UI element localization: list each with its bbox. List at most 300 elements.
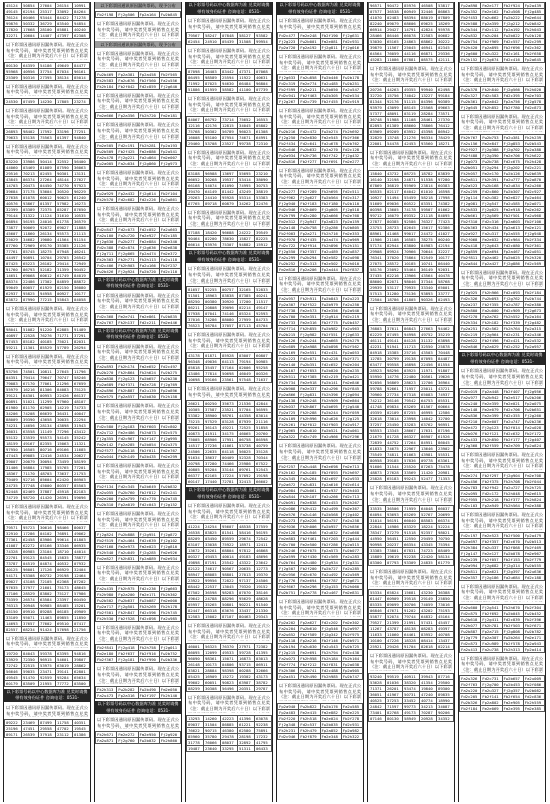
ticket-code-cell: Fa2u260 <box>523 182 544 188</box>
notice-paragraph: 以下彩票因通讯原因漏传票码。现在正式公布中奖号码，请中奖者凭票到销售点兑奖（注：截止日期为开奖后六十日）以下彩票 <box>188 694 270 711</box>
ticket-code-cell: Fa2u896 <box>96 388 117 394</box>
ticket-code-cell: Fk2h725 <box>523 484 544 490</box>
ticket-code-cell: Fb2f183 <box>299 200 320 206</box>
ticket-code-cell: 40873 <box>187 431 204 437</box>
ticket-code-cell: 56496 <box>221 685 238 691</box>
ticket-code-cell: 27075 <box>369 260 386 266</box>
ticket-code-cell: Fw2b274 <box>320 128 341 134</box>
ticket-code-cell: Fj2g212 <box>502 21 523 27</box>
ticket-code-cell: Fp2a118 <box>278 637 299 643</box>
ticket-code-cell: 31508 <box>238 39 255 45</box>
ticket-code-cell: 56451 <box>386 536 403 542</box>
ticket-code-cell: Fj2g388 <box>481 146 502 152</box>
notice-paragraph: 以下彩票因通讯原因漏传票码。现在正式公布中奖号码，请中奖者凭票到销售点兑奖（注：截止日期为开奖后六十日）以下彩票 <box>97 564 179 581</box>
ticket-code-cell: 12815 <box>221 122 238 128</box>
ticket-code-cell: Fj2g964 <box>481 332 502 338</box>
ticket-code-table <box>459 86 545 111</box>
ticket-code-cell: Fk2h391 <box>481 176 502 182</box>
ticket-code-cell: 47671 <box>386 607 403 613</box>
ticket-code-cell: 97529 <box>204 419 221 425</box>
ticket-code-cell: 51538 <box>420 176 437 182</box>
ticket-code-cell: Fa2u499 <box>320 506 341 512</box>
ticket-code-cell: 24842 <box>369 703 386 709</box>
ticket-code-cell: 03925 <box>403 368 420 374</box>
ticket-code-cell: Fm2e861 <box>138 313 159 319</box>
ticket-code-cell: 01078 <box>22 194 39 200</box>
ticket-code-cell: Fk2h831 <box>117 555 138 561</box>
ticket-code-cell: 88374 <box>5 278 22 284</box>
ticket-code-cell: Fd2c071 <box>299 356 320 362</box>
ticket-code-cell: Fj2g407 <box>523 437 544 443</box>
ticket-code-table <box>4 326 90 351</box>
ticket-code-cell: 55950 <box>369 374 386 380</box>
ticket-code-cell: Fb2f975 <box>341 631 362 637</box>
ticket-code-cell: 95825 <box>22 290 39 296</box>
ticket-code-cell: 97960 <box>56 398 73 404</box>
ticket-code-cell: Fm2e505 <box>96 143 117 149</box>
ticket-code-cell: 27663 <box>420 326 437 332</box>
ticket-code-cell: Fp2a322 <box>278 434 299 440</box>
ticket-code-cell: 92716 <box>22 476 39 482</box>
ticket-code-cell: Fw2b720 <box>138 268 159 274</box>
ticket-code-cell: 43178 <box>187 352 204 358</box>
ticket-code-cell: Fd2c722 <box>278 242 299 248</box>
ticket-code-cell: 31014 <box>369 518 386 524</box>
ticket-code-cell: 51021 <box>22 398 39 404</box>
ticket-code-cell: 72781 <box>221 479 238 485</box>
ticket-code-cell: Fk2h320 <box>523 254 544 260</box>
ticket-code-cell: 84951 <box>420 440 437 446</box>
ticket-code-cell: 56869 <box>386 380 403 386</box>
ticket-code-cell: 74617 <box>204 565 221 571</box>
ticket-code-cell: Fd2c557 <box>502 39 523 45</box>
ticket-code-cell: Fk2h708 <box>502 478 523 484</box>
ticket-code-cell: Fb2f361 <box>523 242 544 248</box>
ticket-code-cell: Fb2f042 <box>117 83 138 89</box>
ticket-code-cell: 64113 <box>221 358 238 364</box>
ticket-code-cell: 80357 <box>56 482 73 488</box>
ticket-code-cell: 14230 <box>39 98 56 104</box>
ticket-code-cell: 12116 <box>187 122 204 128</box>
ticket-code-cell: Fa2u832 <box>460 33 481 39</box>
ticket-code-cell: Fp2a984 <box>278 488 299 494</box>
ticket-code-cell: Fa2u757 <box>320 518 341 524</box>
ticket-code-cell: 75125 <box>73 386 90 392</box>
ticket-code-grid <box>459 388 545 449</box>
ticket-code-table <box>4 719 90 738</box>
ticket-code-cell: 09761 <box>238 467 255 473</box>
ticket-code-cell: Fp2a645 <box>523 57 544 63</box>
ticket-code-cell: Fw2b764 <box>278 560 299 566</box>
ticket-code-cell: 34262 <box>238 200 255 206</box>
ticket-code-cell: Fm2e126 <box>278 338 299 344</box>
ticket-code-cell: Fa2u957 <box>278 296 299 302</box>
ticket-code-cell: 09778 <box>420 458 437 464</box>
ticket-code-cell: 93308 <box>22 572 39 578</box>
ticket-code-cell: Fa2u283 <box>341 554 362 560</box>
ticket-code-cell: Fa2u668 <box>341 530 362 536</box>
ticket-code-cell: 46941 <box>420 45 437 51</box>
ticket-code-cell: 37020 <box>386 254 403 260</box>
ticket-code-cell: 59507 <box>420 206 437 212</box>
ticket-code-cell: Fd2c453 <box>320 500 341 506</box>
ticket-code-cell: 46995 <box>420 410 437 416</box>
ticket-code-cell: Fd2c770 <box>138 495 159 501</box>
notice-paragraph: 以下彩票因通讯原因漏传票码。现在正式公布中奖号码，请中奖者凭票到销售点兑奖（注：截止日期为开奖后六十日）以下彩票 <box>370 485 452 502</box>
ticket-code-cell: Fj2g904 <box>502 472 523 478</box>
ticket-code-cell: 66168 <box>187 182 204 188</box>
ticket-code-cell: Fb2f599 <box>278 86 299 92</box>
ticket-code-cell: 06758 <box>238 437 255 443</box>
ticket-code-cell: 35385 <box>56 242 73 248</box>
ticket-code-cell: 92586 <box>403 218 420 224</box>
notice-paragraph: 以下彩票因通讯原因漏传票码。现在正式公布中奖号码，请中奖者凭票到销售点兑奖（注：截止日期为开奖后六十日）以下彩票 <box>188 48 270 65</box>
ticket-code-cell: 64564 <box>369 51 386 57</box>
ticket-code-cell: Fj2g331 <box>341 560 362 566</box>
ticket-code-cell: 36080 <box>73 284 90 290</box>
ticket-code-cell: Fm2e691 <box>299 649 320 655</box>
ticket-code-cell: Fm2e573 <box>299 308 320 314</box>
ticket-code-cell: 18224 <box>420 524 437 530</box>
ticket-code-cell: 30094 <box>39 458 56 464</box>
ticket-code-cell: 75478 <box>437 464 454 470</box>
ticket-code-cell: Fk2h313 <box>96 687 117 693</box>
ticket-code-cell: Fj2g123 <box>481 425 502 431</box>
ticket-code-cell: 86440 <box>437 260 454 266</box>
ticket-code-cell: 79409 <box>5 476 22 482</box>
ticket-code-cell: Fp2a666 <box>320 212 341 218</box>
ticket-code-cell: Fw2b842 <box>523 21 544 27</box>
ticket-code-cell: 79935 <box>403 284 420 290</box>
ticket-code-cell: 21679 <box>369 434 386 440</box>
ticket-code-cell: Fk2h716 <box>320 230 341 236</box>
ticket-code-cell: 25029 <box>5 236 22 242</box>
ticket-code-cell: 25196 <box>5 726 22 732</box>
ticket-code-table <box>277 32 363 51</box>
ticket-code-cell: Fp2a381 <box>117 71 138 77</box>
ticket-code-cell: 87385 <box>238 293 255 299</box>
ticket-code-cell: 43412 <box>73 428 90 434</box>
ticket-code-cell: Fa2u456 <box>460 478 481 484</box>
ticket-code-cell: 73877 <box>5 224 22 230</box>
notice-paragraph: 以下彩票因通讯原因漏传票码。现在正式公布中奖号码，请中奖者凭票到销售点兑奖（注：截止日期为开奖后六十日）以下彩票 <box>97 292 179 309</box>
ticket-code-cell: 00327 <box>187 553 204 559</box>
ticket-code-cell: 74995 <box>238 182 255 188</box>
ticket-code-cell: Fw2b452 <box>523 610 544 616</box>
ticket-code-cell: Fd2c241 <box>159 489 180 495</box>
ticket-code-cell: 70644 <box>420 248 437 254</box>
ticket-code-cell: 97812 <box>238 547 255 553</box>
ticket-code-cell: 37279 <box>386 530 403 536</box>
ticket-code-cell: 86045 <box>437 440 454 446</box>
ticket-code-cell: Fk2h428 <box>523 158 544 164</box>
notice-paragraph: 以下彩票因通讯原因漏传票码。现在正式公布中奖号码，请中奖者凭票到销售点兑奖（注：截止日期为开奖后六十日）以下彩票 <box>370 66 452 83</box>
ticket-code-cell: 50316 <box>22 74 39 80</box>
ticket-code-cell: 03469 <box>22 164 39 170</box>
ticket-code-cell: 49173 <box>403 709 420 715</box>
ticket-code-cell: 84067 <box>187 116 204 122</box>
ticket-code-cell: Fd2c219 <box>320 374 341 380</box>
ticket-code-cell: 58768 <box>437 278 454 284</box>
ticket-code-cell: 38320 <box>403 679 420 685</box>
ticket-code-cell: 21536 <box>238 401 255 407</box>
ticket-code-cell: Fp2a444 <box>320 266 341 272</box>
ticket-code-cell: 64094 <box>369 512 386 518</box>
ticket-code-cell: Fk2h980 <box>96 591 117 597</box>
ticket-code-cell: 64048 <box>420 506 437 512</box>
ticket-code-cell: Fm2e388 <box>523 502 544 508</box>
ticket-code-cell: Fw2b252 <box>278 260 299 266</box>
ticket-code-cell: Fm2e356 <box>320 308 341 314</box>
ticket-code-cell: Fw2b908 <box>278 386 299 392</box>
ticket-code-cell: 30222 <box>437 39 454 45</box>
ticket-code-grid <box>277 74 363 105</box>
ticket-code-cell: 63762 <box>420 422 437 428</box>
ticket-code-cell: Fb2f203 <box>320 536 341 542</box>
ticket-code-grid <box>4 98 90 105</box>
ticket-code-cell: Fj2g630 <box>96 238 117 244</box>
ticket-code-cell: Fp2a672 <box>278 482 299 488</box>
ticket-code-cell: Fj2g005 <box>320 206 341 212</box>
ticket-code-cell: Fm2e666 <box>96 113 117 119</box>
ticket-code-cell: 10100 <box>369 637 386 643</box>
ticket-code-cell: 26294 <box>73 344 90 350</box>
dark-notice-banner: 以下彩票号码以中心数据库为准 兑奖时请携带有效身份证件 咨询电话：0531- <box>4 689 90 702</box>
ticket-code-cell: 42453 <box>403 140 420 146</box>
ticket-code-cell: 81442 <box>221 188 238 194</box>
ticket-code-cell: 62937 <box>5 290 22 296</box>
column-6 <box>458 2 546 802</box>
ticket-code-cell: 53383 <box>255 194 272 200</box>
ticket-code-cell: 01728 <box>386 434 403 440</box>
notice-paragraph: 以下彩票因通讯原因漏传票码。现在正式公布中奖号码，请中奖者凭票到销售点兑奖（注：截止日期为开奖后六十日）以下彩票 <box>97 666 179 683</box>
ticket-code-cell: 27370 <box>437 116 454 122</box>
ticket-code-cell: 85745 <box>22 248 39 254</box>
ticket-code-cell: Fb2f121 <box>481 431 502 437</box>
ticket-code-cell: Fm2e706 <box>502 152 523 158</box>
ticket-code-grid <box>368 325 454 482</box>
ticket-code-cell: Fm2e395 <box>502 706 523 712</box>
ticket-code-cell: Fb2f310 <box>460 218 481 224</box>
ticket-code-cell: Fm2e359 <box>481 401 502 407</box>
ticket-code-cell: Fj2g125 <box>341 416 362 422</box>
ticket-code-cell: 24472 <box>420 230 437 236</box>
ticket-code-cell: 75307 <box>221 242 238 248</box>
ticket-code-cell: 99261 <box>187 425 204 431</box>
ticket-code-cell: Fk2h847 <box>117 609 138 615</box>
ticket-code-cell: Fm2e703 <box>523 92 544 98</box>
ticket-code-cell: 32892 <box>238 739 255 745</box>
ticket-code-cell: Fj2g355 <box>96 436 117 442</box>
ticket-code-cell: 18710 <box>56 548 73 554</box>
ticket-code-cell: Fm2e534 <box>341 92 362 98</box>
ticket-code-cell: 41100 <box>238 86 255 92</box>
ticket-code-cell: Fa2u346 <box>523 332 544 338</box>
ticket-code-cell: 74937 <box>437 392 454 398</box>
ticket-code-cell: 63477 <box>369 362 386 368</box>
ticket-code-cell: 55314 <box>238 194 255 200</box>
ticket-code-cell: Fp2a665 <box>320 338 341 344</box>
ticket-code-cell: 75193 <box>437 607 454 613</box>
ticket-code-cell: Fw2b378 <box>460 86 481 92</box>
ticket-code-cell: 39549 <box>255 230 272 236</box>
ticket-code-cell: 24410 <box>204 194 221 200</box>
ticket-code-cell: 15071 <box>221 655 238 661</box>
ticket-code-cell: Fd2c652 <box>320 362 341 368</box>
ticket-code-cell: 61090 <box>221 182 238 188</box>
ticket-code-cell: 44060 <box>5 164 22 170</box>
ticket-code-table <box>4 524 90 633</box>
ticket-code-cell: 29263 <box>187 194 204 200</box>
ticket-code-cell: 49167 <box>22 440 39 446</box>
ticket-code-cell: 59378 <box>39 650 56 656</box>
ticket-code-cell: 06185 <box>56 608 73 614</box>
ticket-code-cell: Fa2u700 <box>278 314 299 320</box>
ticket-code-table <box>186 400 272 485</box>
ticket-code-cell: 66602 <box>255 479 272 485</box>
ticket-code-cell: Fm2e846 <box>460 344 481 350</box>
ticket-code-table <box>95 531 181 562</box>
ticket-code-cell: 10811 <box>39 368 56 374</box>
ticket-code-cell: Fw2b762 <box>341 140 362 146</box>
ticket-code-cell: 44263 <box>386 86 403 92</box>
ticket-code-cell: 90069 <box>22 224 39 230</box>
ticket-code-cell: Fm2e768 <box>341 212 362 218</box>
ticket-code-cell: 92448 <box>5 488 22 494</box>
ticket-code-cell: 07848 <box>221 33 238 39</box>
ticket-code-cell: 28461 <box>420 116 437 122</box>
ticket-code-cell: Fj2g924 <box>117 268 138 274</box>
ticket-code-cell: 00130 <box>5 62 22 68</box>
ticket-code-cell: Fb2f503 <box>502 622 523 628</box>
ticket-code-cell: Fj2g776 <box>278 578 299 584</box>
ticket-code-cell: 12706 <box>420 380 437 386</box>
ticket-code-cell: Fa2u963 <box>341 326 362 332</box>
ticket-code-cell: 21116 <box>255 419 272 425</box>
ticket-code-cell: 82031 <box>73 338 90 344</box>
ticket-code-cell: 72525 <box>238 425 255 431</box>
ticket-code-cell: 81170 <box>22 404 39 410</box>
ticket-code-cell: Fp2a192 <box>502 27 523 33</box>
ticket-code-cell: Fd2c839 <box>502 616 523 622</box>
ticket-code-cell: 82447 <box>187 607 204 613</box>
ticket-code-cell: 27264 <box>39 176 56 182</box>
ticket-code-cell: 17302 <box>39 278 56 284</box>
ticket-code-cell: 43564 <box>420 272 437 278</box>
ticket-code-cell: Fb2f057 <box>481 556 502 562</box>
ticket-code-cell: Fp2a573 <box>320 548 341 554</box>
ticket-code-cell: Fw2b310 <box>96 501 117 507</box>
ticket-code-cell: 39096 <box>221 305 238 311</box>
ticket-code-cell: Fp2a053 <box>341 350 362 356</box>
ticket-code-cell: 35128 <box>255 449 272 455</box>
ticket-code-cell: Fa2u448 <box>299 464 320 470</box>
ticket-code-cell: Fw2b610 <box>299 625 320 631</box>
ticket-code-cell: 01959 <box>204 86 221 92</box>
ticket-code-cell: 49642 <box>187 595 204 601</box>
ticket-code-cell: 19198 <box>255 473 272 479</box>
notice-paragraph: 以下彩票因通讯原因漏传票码。现在正式公布中奖号码，请中奖者凭票到销售点兑奖 <box>97 717 179 728</box>
ticket-code-cell: 29426 <box>386 643 403 649</box>
ticket-code-cell: Fj2g114 <box>460 194 481 200</box>
ticket-code-cell: 51501 <box>187 293 204 299</box>
ticket-code-cell: 13697 <box>221 170 238 176</box>
ticket-code-cell: Fb2f278 <box>341 715 362 721</box>
ticket-code-cell: Fw2b035 <box>320 721 341 727</box>
ticket-code-cell: 84264 <box>73 9 90 15</box>
ticket-code-cell: 55843 <box>56 296 73 302</box>
ticket-code-cell: 45164 <box>437 613 454 619</box>
ticket-code-cell: 19370 <box>255 571 272 577</box>
ticket-code-cell: 77361 <box>5 536 22 542</box>
ticket-code-cell: 92176 <box>386 98 403 104</box>
ticket-code-cell: 52224 <box>437 524 454 530</box>
newspaper-page <box>3 2 547 802</box>
ticket-code-cell: Fd2c103 <box>460 502 481 508</box>
ticket-code-cell: 36063 <box>73 164 90 170</box>
ticket-code-cell: 90301 <box>56 170 73 176</box>
ticket-code-cell: Fj2g250 <box>278 134 299 140</box>
ticket-code-cell: 15063 <box>56 440 73 446</box>
ticket-code-table <box>277 128 363 165</box>
ticket-code-cell: Fp2a982 <box>341 727 362 733</box>
ticket-code-cell: 44116 <box>403 51 420 57</box>
ticket-code-cell: 73787 <box>5 560 22 566</box>
notice-paragraph: 以下彩票因通讯原因漏传票码。现在正式公布中奖号码，请中奖者凭票到销售点兑奖 <box>6 704 88 716</box>
ticket-code-cell: Fj2g186 <box>481 574 502 580</box>
ticket-code-cell: 48696 <box>255 553 272 559</box>
ticket-code-cell: 07739 <box>255 86 272 92</box>
ticket-code-cell: Fw2b244 <box>320 410 341 416</box>
ticket-code-cell: 96951 <box>437 422 454 428</box>
ticket-code-table <box>4 98 90 105</box>
ticket-code-cell: 99876 <box>5 21 22 27</box>
ticket-code-cell: Fb2f334 <box>523 236 544 242</box>
ticket-code-cell: 19840 <box>420 685 437 691</box>
ticket-code-cell: Fj2g600 <box>460 51 481 57</box>
ticket-code-cell: 73401 <box>369 709 386 715</box>
ticket-code-cell: 73571 <box>437 110 454 116</box>
ticket-code-table <box>368 2 454 63</box>
ticket-code-cell: 11888 <box>73 224 90 230</box>
ticket-code-cell: 63872 <box>5 296 22 302</box>
ticket-code-cell: 60179 <box>5 680 22 686</box>
ticket-code-cell: Fa2u678 <box>320 140 341 146</box>
ticket-code-cell: Fj2g482 <box>523 320 544 326</box>
ticket-code-cell: 18990 <box>437 697 454 703</box>
ticket-code-table <box>95 644 181 663</box>
ticket-code-cell: 98466 <box>56 524 73 530</box>
ticket-code-cell: Fj2g925 <box>460 290 481 296</box>
ticket-code-cell: Fb2f780 <box>502 104 523 110</box>
ticket-code-table <box>95 71 181 90</box>
ticket-code-cell: Fb2f559 <box>481 443 502 449</box>
ticket-code-cell: 60522 <box>403 200 420 206</box>
dark-notice-banner: 以下彩票号码以中心数据库为准 兑奖时请携带有效身份证件 咨询电话：0531- <box>186 487 272 500</box>
ticket-code-cell: Fb2f012 <box>299 422 320 428</box>
ticket-code-cell: 48538 <box>238 523 255 529</box>
ticket-code-grid <box>368 86 454 147</box>
ticket-code-cell: 27877 <box>369 218 386 224</box>
notice-paragraph: 以下彩票因通讯原因漏传票码。现在正式公布中奖号码，请中奖者凭票到销售点兑奖（注：截止日期为开奖后六十日）以下彩票 <box>370 149 452 166</box>
ticket-code-cell: Fw2b649 <box>138 483 159 489</box>
ticket-code-cell: 40125 <box>5 566 22 572</box>
ticket-code-cell: Fa2u738 <box>481 646 502 652</box>
ticket-code-cell: Fd2c093 <box>502 290 523 296</box>
ticket-code-grid <box>4 524 90 633</box>
ticket-code-cell: 97635 <box>5 584 22 590</box>
ticket-code-cell: 75005 <box>187 437 204 443</box>
